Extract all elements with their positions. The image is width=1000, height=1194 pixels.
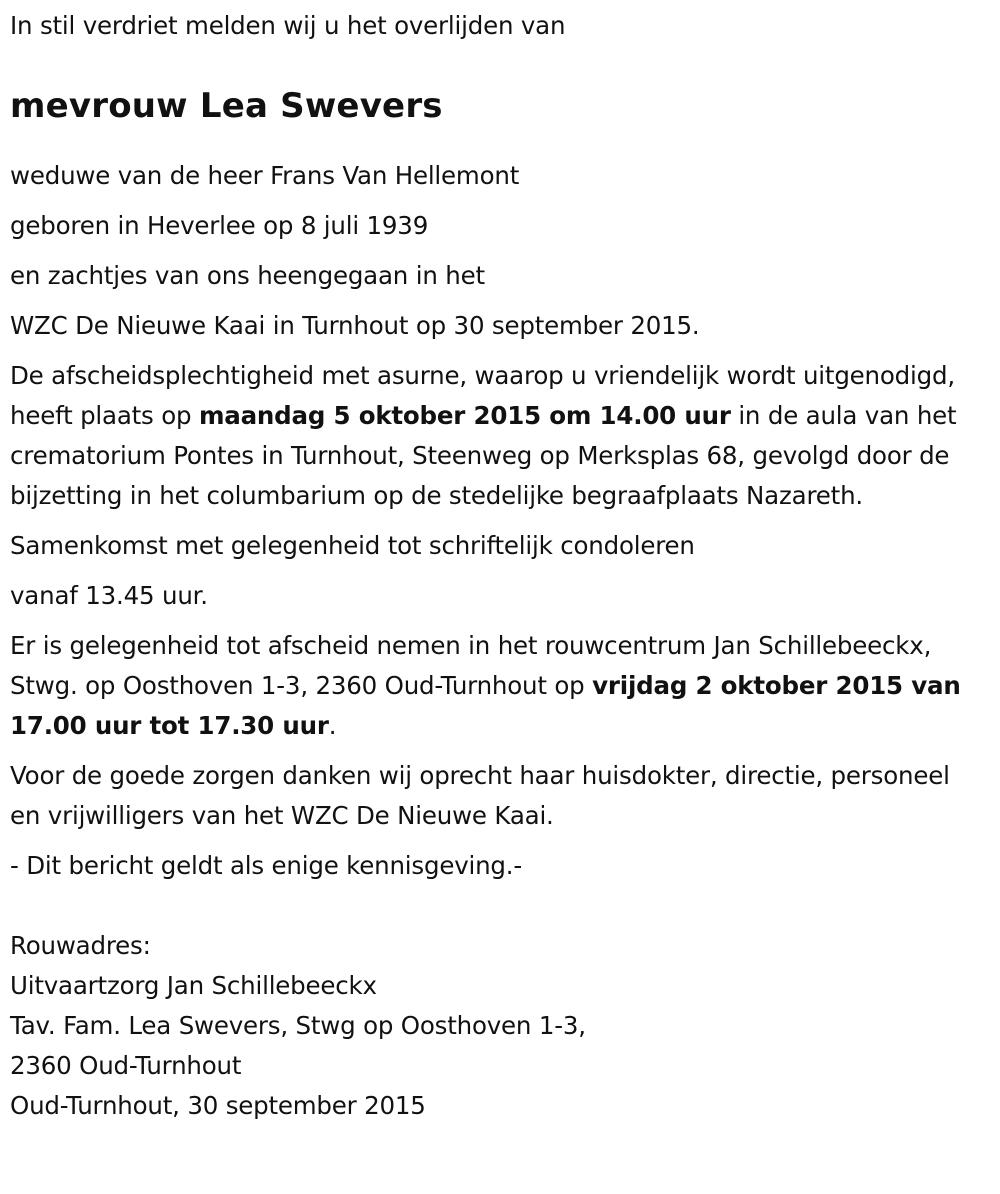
notice-line: - Dit bericht geldt als enige kennisgeving.- bbox=[10, 851, 523, 880]
ceremony-paragraph bbox=[10, 356, 980, 516]
viewing-text-after: . bbox=[328, 711, 337, 740]
spouse-line: weduwe van de heer Frans Van Hellemont bbox=[10, 161, 520, 190]
ceremony-date-time: maandag 5 oktober 2015 om 14.00 uur bbox=[198, 401, 731, 430]
viewing-date-time: vrijdag 2 oktober 2015 van 17.00 uur tot 17.30 uur bbox=[10, 671, 961, 740]
place-date-line: WZC De Nieuwe Kaai in Turnhout op 30 september 2015. bbox=[10, 311, 700, 340]
gathering-line-2: vanaf 13.45 uur. bbox=[10, 581, 208, 610]
place-date-signature: Oud-Turnhout, 30 september 2015 bbox=[10, 1091, 426, 1120]
gathering-line-1: Samenkomst met gelegenheid tot schriftelijk condoleren bbox=[10, 531, 695, 560]
thanks-paragraph: Voor de goede zorgen danken wij oprecht haar huisdokter, directie, personeel en vrijwilligers van het WZC De Nieuwe Kaai. bbox=[10, 761, 950, 830]
address-line: 2360 Oud-Turnhout bbox=[10, 1051, 242, 1080]
address-line: Tav. Fam. Lea Swevers, Stwg op Oosthoven 1-3, bbox=[10, 1011, 586, 1040]
deceased-name: mevrouw Lea Swevers bbox=[10, 86, 443, 126]
intro-text: In stil verdriet melden wij u het overlijden van bbox=[10, 11, 566, 40]
mourning-address bbox=[10, 926, 980, 1126]
birth-line: geboren in Heverlee op 8 juli 1939 bbox=[10, 211, 429, 240]
viewing-text-before: Er is gelegenheid tot afscheid nemen in het rouwcentrum Jan Schillebeeckx, Stwg. op Oosthoven 1-3, 2360 Oud-Turnhout op bbox=[10, 631, 932, 700]
ceremony-text-after: in de aula van het crematorium Pontes in Turnhout, Steenweg op Merksplas 68, gevolgd door de bijzetting in het columbarium op de stedelijke begraafplaats Nazareth. bbox=[10, 401, 957, 510]
address-label: Rouwadres: bbox=[10, 931, 151, 960]
address-line: Uitvaartzorg Jan Schillebeeckx bbox=[10, 971, 377, 1000]
section-spacer bbox=[10, 886, 980, 926]
viewing-paragraph bbox=[10, 626, 980, 746]
passing-line: en zachtjes van ons heengegaan in het bbox=[10, 261, 485, 290]
ceremony-text-before: De afscheidsplechtigheid met asurne, waarop u vriendelijk wordt uitgenodigd, heeft plaats op bbox=[10, 361, 955, 430]
